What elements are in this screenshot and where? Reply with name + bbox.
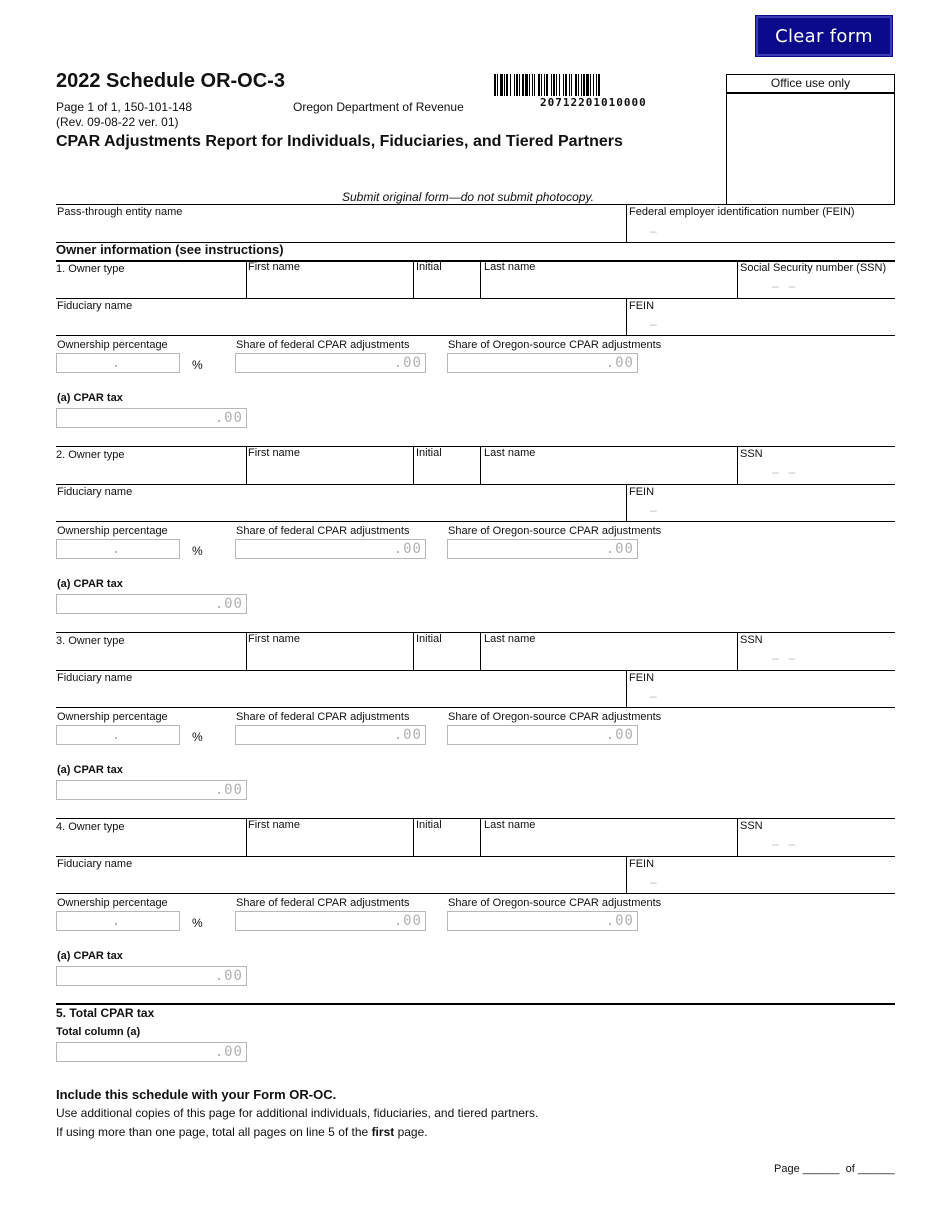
barcode-bar (565, 74, 567, 96)
barcode-bar (569, 74, 570, 96)
ssn-input[interactable]: – – (772, 651, 796, 665)
last-name-input[interactable] (484, 274, 734, 296)
divider (246, 446, 247, 484)
total-cpar-tax-input[interactable]: .00 (56, 1042, 247, 1062)
owner-type-label: 2. Owner type (56, 449, 125, 461)
fein-input[interactable]: – (650, 689, 657, 703)
ownership-percentage-input[interactable]: . (56, 539, 180, 559)
divider (413, 632, 414, 670)
first-name-label: First name (248, 261, 300, 273)
percent-sign: % (192, 730, 203, 744)
first-name-input[interactable] (248, 274, 411, 296)
ownership-percentage-label: Ownership percentage (57, 711, 168, 723)
owner-type-label: 3. Owner type (56, 635, 125, 647)
divider (626, 204, 627, 243)
owner-type-label: 1. Owner type (56, 263, 125, 275)
initial-label: Initial (416, 819, 442, 831)
entity-fein-label: Federal employer identification number (FEIN) (629, 206, 855, 218)
divider (56, 856, 895, 857)
divider (56, 893, 895, 894)
fiduciary-name-input[interactable] (57, 684, 623, 706)
cpar-tax-input[interactable]: .00 (56, 594, 247, 614)
barcode-bar (506, 74, 508, 96)
total-pages-note-post: page. (394, 1125, 428, 1139)
divider (56, 484, 895, 485)
fein-label: FEIN (629, 486, 655, 498)
share-oregon-label: Share of Oregon-source CPAR adjustments (448, 897, 662, 909)
fein-label: FEIN (629, 300, 655, 312)
barcode-image (494, 74, 704, 96)
total-pages-note-bold: first (371, 1125, 395, 1139)
initial-label: Initial (416, 633, 442, 645)
initial-input[interactable] (416, 274, 478, 296)
barcode-bar (593, 74, 594, 96)
divider (737, 260, 738, 298)
fiduciary-name-label: Fiduciary name (57, 300, 133, 312)
divider (56, 446, 895, 447)
divider (56, 335, 895, 336)
divider (246, 260, 247, 298)
barcode-bar (497, 74, 498, 96)
last-name-label: Last name (484, 447, 536, 459)
initial-label: Initial (416, 261, 442, 273)
additional-copies-note: Use additional copies of this page for additional individuals, fiduciaries, and tiered partners. (56, 1106, 539, 1120)
barcode-bar (514, 74, 515, 96)
percent-sign: % (192, 358, 203, 372)
fiduciary-name-input[interactable] (57, 498, 623, 520)
initial-label: Initial (416, 447, 442, 459)
fein-label: FEIN (629, 672, 655, 684)
share-federal-input[interactable]: .00 (235, 725, 426, 745)
share-federal-input[interactable]: .00 (235, 353, 426, 373)
ssn-input[interactable]: – – (772, 837, 796, 851)
barcode-bar (575, 74, 577, 96)
divider (246, 632, 247, 670)
fiduciary-name-input[interactable] (57, 870, 623, 892)
total-title: 5. Total CPAR tax (56, 1006, 155, 1020)
share-federal-label: Share of federal CPAR adjustments (236, 711, 410, 723)
share-federal-label: Share of federal CPAR adjustments (236, 897, 410, 909)
divider (737, 632, 738, 670)
report-title: CPAR Adjustments Report for Individuals, Fiduciaries, and Tiered Partners (56, 133, 623, 150)
share-oregon-label: Share of Oregon-source CPAR adjustments (448, 525, 662, 537)
last-name-input[interactable] (484, 460, 734, 482)
barcode-bar (590, 74, 591, 96)
divider (626, 298, 627, 335)
divider (480, 818, 481, 856)
office-use-label: Office use only (727, 75, 894, 94)
cpar-tax-label: (a) CPAR tax (57, 950, 123, 962)
barcode-bar (553, 74, 555, 96)
initial-input[interactable] (416, 460, 478, 482)
entity-name-label: Pass-through entity name (57, 206, 183, 218)
last-name-label: Last name (484, 633, 536, 645)
divider (737, 818, 738, 856)
last-name-label: Last name (484, 261, 536, 273)
department-name: Oregon Department of Revenue (293, 100, 464, 114)
barcode-bar (529, 74, 530, 96)
entity-fein-input[interactable]: – (650, 224, 657, 238)
barcode-bar (510, 74, 511, 96)
divider (56, 521, 895, 522)
divider (626, 484, 627, 521)
fein-input[interactable]: – (650, 875, 657, 889)
revision-text: (Rev. 09-08-22 ver. 01) (56, 115, 179, 129)
barcode-bar (534, 74, 535, 96)
initial-input[interactable] (416, 646, 478, 668)
first-name-label: First name (248, 447, 300, 459)
ownership-percentage-label: Ownership percentage (57, 339, 168, 351)
barcode-bar (556, 74, 557, 96)
include-note: Include this schedule with your Form OR-OC. (56, 1087, 337, 1102)
barcode-bar (544, 74, 545, 96)
share-oregon-input[interactable]: .00 (447, 911, 638, 931)
initial-input[interactable] (416, 832, 478, 854)
fiduciary-name-label: Fiduciary name (57, 858, 133, 870)
first-name-label: First name (248, 819, 300, 831)
barcode-bar (494, 74, 496, 96)
barcode-bar (583, 74, 585, 96)
divider (626, 670, 627, 707)
divider (413, 818, 414, 856)
divider (480, 260, 481, 298)
cpar-tax-input[interactable]: .00 (56, 408, 247, 428)
barcode-bar (522, 74, 524, 96)
total-column-label: Total column (a) (56, 1026, 141, 1038)
barcode-bar (525, 74, 528, 96)
barcode-bar (504, 74, 505, 96)
ssn-label: SSN (740, 448, 763, 460)
barcode-bar (538, 74, 540, 96)
submit-note: Submit original form—do not submit photocopy. (342, 190, 594, 204)
barcode-bar (546, 74, 548, 96)
last-name-label: Last name (484, 819, 536, 831)
share-federal-input[interactable]: .00 (235, 911, 426, 931)
owner-type-input[interactable] (56, 462, 245, 482)
barcode-bar (571, 74, 572, 96)
divider (56, 707, 895, 708)
office-use-box (726, 74, 895, 205)
barcode-bar (519, 74, 520, 96)
divider (56, 298, 895, 299)
fein-label: FEIN (629, 858, 655, 870)
share-oregon-input[interactable]: .00 (447, 353, 638, 373)
barcode-bar (559, 74, 560, 96)
barcode-bar (551, 74, 552, 96)
barcode-bar (516, 74, 518, 96)
divider (56, 632, 895, 633)
percent-sign: % (192, 544, 203, 558)
divider (56, 670, 895, 671)
share-federal-input[interactable]: .00 (235, 539, 426, 559)
barcode-bar (532, 74, 533, 96)
barcode-bar (581, 74, 582, 96)
cpar-tax-label: (a) CPAR tax (57, 392, 123, 404)
divider (56, 1003, 895, 1005)
fein-input[interactable]: – (650, 317, 657, 331)
share-federal-label: Share of federal CPAR adjustments (236, 339, 410, 351)
owner-type-label: 4. Owner type (56, 821, 125, 833)
of-label: of (845, 1163, 855, 1175)
divider (246, 818, 247, 856)
barcode-bar (578, 74, 579, 96)
ssn-input[interactable]: – – (772, 465, 796, 479)
total-pages-note-pre: If using more than one page, total all pages on line 5 of the (56, 1125, 372, 1139)
cpar-tax-label: (a) CPAR tax (57, 578, 123, 590)
ownership-percentage-input[interactable]: . (56, 725, 180, 745)
barcode-number: 20712201010000 (540, 96, 647, 109)
cpar-tax-input[interactable]: .00 (56, 966, 247, 986)
first-name-input[interactable] (248, 460, 411, 482)
fein-input[interactable]: – (650, 503, 657, 517)
ssn-label: SSN (740, 820, 763, 832)
barcode-bar (598, 74, 600, 96)
entity-name-input[interactable] (57, 218, 625, 242)
page-blank[interactable]: ______ (802, 1163, 840, 1175)
barcode-bar (586, 74, 589, 96)
ssn-input[interactable]: – – (772, 279, 796, 293)
ownership-percentage-label: Ownership percentage (57, 525, 168, 537)
cpar-tax-input[interactable]: .00 (56, 780, 247, 800)
barcode-bar (500, 74, 503, 96)
share-oregon-label: Share of Oregon-source CPAR adjustments (448, 339, 662, 351)
ssn-label: Social Security number (SSN) (740, 262, 887, 274)
first-name-label: First name (248, 633, 300, 645)
of-blank[interactable]: ______ (857, 1163, 895, 1175)
percent-sign: % (192, 916, 203, 930)
divider (413, 446, 414, 484)
cpar-tax-label: (a) CPAR tax (57, 764, 123, 776)
ownership-percentage-label: Ownership percentage (57, 897, 168, 909)
last-name-input[interactable] (484, 646, 734, 668)
divider (56, 818, 895, 819)
page-label: Page (774, 1163, 800, 1175)
share-oregon-input[interactable]: .00 (447, 539, 638, 559)
owner-type-input[interactable] (56, 648, 245, 668)
page-number (774, 1163, 895, 1175)
divider (480, 632, 481, 670)
share-federal-label: Share of federal CPAR adjustments (236, 525, 410, 537)
form-title: 2022 Schedule OR-OC-3 (56, 70, 285, 92)
clear-form-button[interactable]: Clear form (756, 16, 892, 56)
divider (413, 260, 414, 298)
barcode-bar (596, 74, 597, 96)
owner-section-title: Owner information (see instructions) (56, 242, 284, 257)
ownership-percentage-input[interactable]: . (56, 353, 180, 373)
first-name-input[interactable] (248, 832, 411, 854)
divider (56, 204, 895, 205)
barcode-bar (541, 74, 542, 96)
barcode-bar (563, 74, 564, 96)
owner-type-input[interactable] (56, 834, 245, 854)
share-oregon-label: Share of Oregon-source CPAR adjustments (448, 711, 662, 723)
share-oregon-input[interactable]: .00 (447, 725, 638, 745)
divider (480, 446, 481, 484)
divider (626, 856, 627, 893)
first-name-input[interactable] (248, 646, 411, 668)
fiduciary-name-label: Fiduciary name (57, 486, 133, 498)
ownership-percentage-input[interactable]: . (56, 911, 180, 931)
page-info: Page 1 of 1, 150-101-148 (56, 100, 193, 114)
fiduciary-name-label: Fiduciary name (57, 672, 133, 684)
ssn-label: SSN (740, 634, 763, 646)
owner-type-input[interactable] (56, 276, 245, 296)
fiduciary-name-input[interactable] (57, 312, 623, 334)
last-name-input[interactable] (484, 832, 734, 854)
total-pages-note (56, 1125, 428, 1139)
divider (737, 446, 738, 484)
